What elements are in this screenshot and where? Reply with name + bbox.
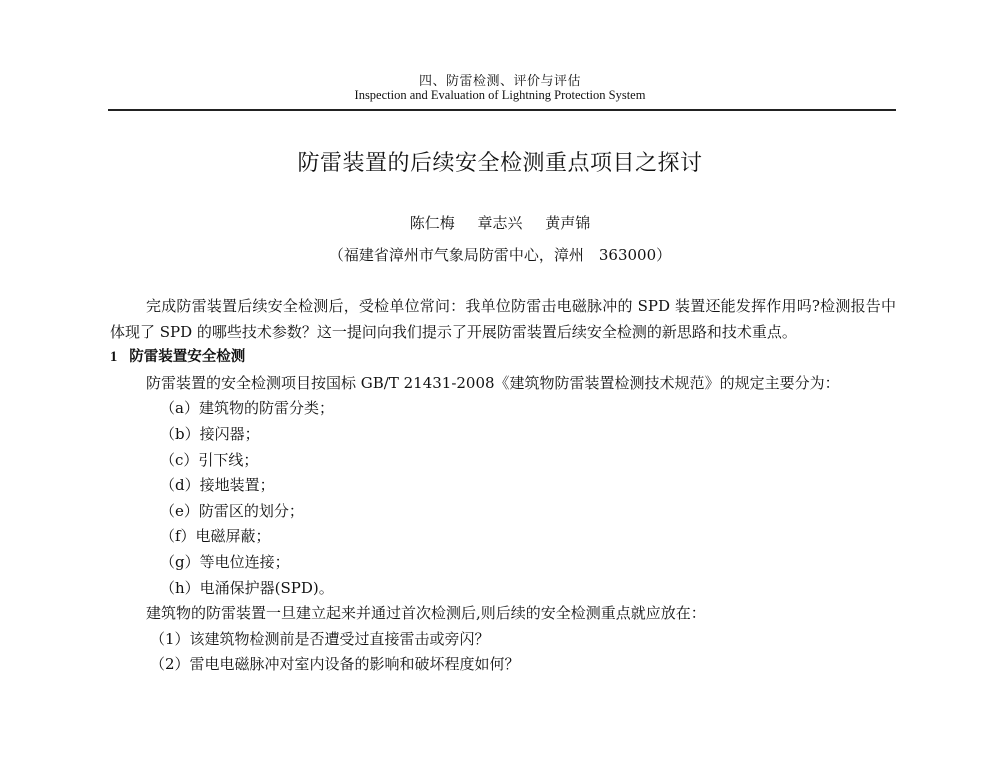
author-name: 黄声锦 xyxy=(545,214,591,232)
author-name: 陈仁梅 xyxy=(409,214,455,232)
list-item: （b）接闪器； xyxy=(160,424,260,443)
author-name: 章志兴 xyxy=(477,214,523,232)
section-title: 防雷装置安全检测 xyxy=(129,349,246,366)
section-paragraph: 防雷装置的安全检测项目按国标 GB/T 21431-2008《建筑物防雷装置检测技术规范》的规定主要分为： xyxy=(146,373,840,392)
list-item: （e）防雷区的划分； xyxy=(160,501,304,520)
list-item: （c）引下线； xyxy=(160,450,259,469)
section-number: 1 xyxy=(110,349,118,366)
article-title: 防雷装置的后续安全检测重点项目之探讨 xyxy=(297,151,703,176)
question-item: （1）该建筑物检测前是否遭受过直接雷击或旁闪？ xyxy=(150,629,490,648)
list-item: （a）建筑物的防雷分类； xyxy=(160,399,334,418)
running-header-en: Inspection and Evaluation of Lightning Protection System xyxy=(354,88,646,102)
intro-paragraph: 完成防雷装置后续安全检测后，受检单位常问：我单位防雷击电磁脉冲的 SPD 装置还能发挥作用吗?检测报告中体现了 SPD 的哪些技术参数？这一提问向我们提示了开展防雷装置后续安全检测的新思路和技术重点。 xyxy=(110,297,896,341)
question-item: （2）雷电电磁脉冲对室内设备的影响和破坏程度如何？ xyxy=(150,655,520,674)
list-item: （g）等电位连接； xyxy=(160,552,290,571)
list-item: （f）电磁屏蔽； xyxy=(160,527,271,546)
list-item: （h）电涌保护器(SPD)。 xyxy=(160,578,334,597)
running-header-cn: 四、防雷检测、评价与评估 xyxy=(418,74,581,89)
follow-up-paragraph: 建筑物的防雷装置一旦建立起来并通过首次检测后,则后续的安全检测重点就应放在： xyxy=(146,604,706,623)
header-rule xyxy=(108,109,896,111)
article-body xyxy=(110,294,896,678)
section-heading xyxy=(110,345,896,371)
author-affiliation: （福建省漳州市气象局防雷中心，漳州 363000） xyxy=(328,246,672,264)
list-item: （d）接地装置； xyxy=(160,476,275,495)
author-list xyxy=(0,212,1000,233)
